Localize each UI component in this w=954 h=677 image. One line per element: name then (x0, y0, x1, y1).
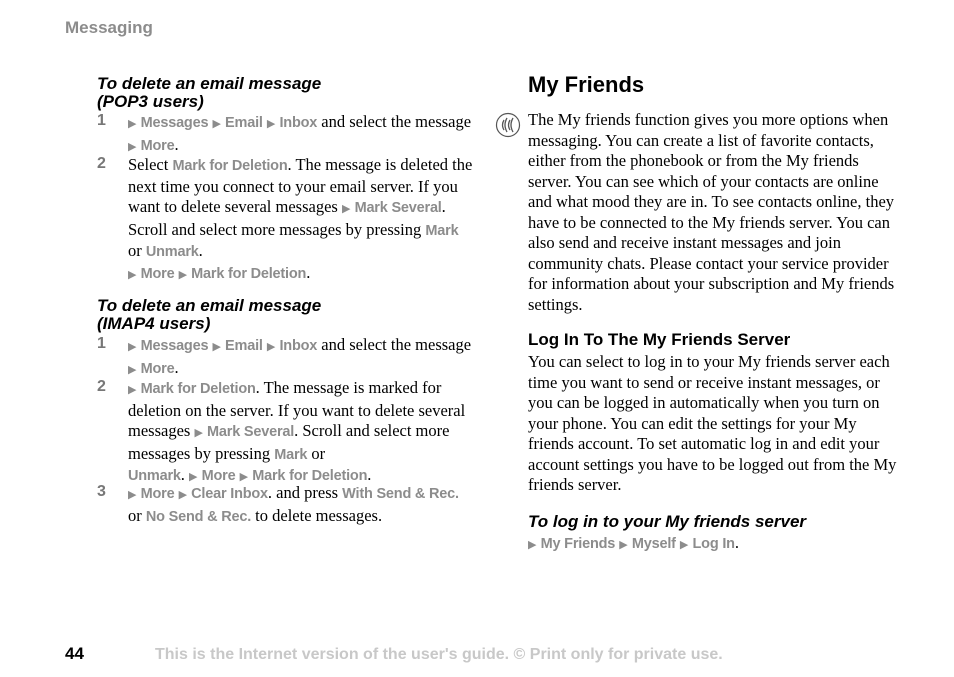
arrow-icon: ▶ (341, 202, 351, 215)
step-number: 1 (97, 335, 106, 352)
arrow-icon: ▶ (528, 538, 537, 551)
arrow-icon: ▶ (679, 538, 689, 551)
arrow-icon: ▶ (128, 383, 137, 396)
step-text-b: or (128, 505, 146, 525)
intro-paragraph: The My friends function gives you more options when messaging. You can create a list of favorite contacts, either from the phonebook or from the My friends server. You can see which of your contacts are online and what mood they are in. To see contacts online, they have to be connected to the My friends server. You can also send and receive instant messages and join community chats. Please contact your service provider for information about your subscription and My friends settings. (528, 110, 895, 314)
menu-inbox: Inbox (279, 338, 318, 354)
footer-note: This is the Internet version of the user's guide. © Print only for private use. (155, 646, 723, 663)
arrow-icon: ▶ (128, 139, 137, 153)
menu-messages: Messages (140, 338, 209, 354)
step-number: 1 (97, 112, 106, 129)
menu-clear-inbox: Clear Inbox (191, 486, 268, 502)
arrow-icon: ▶ (239, 470, 249, 483)
pop3-procedure-title (97, 75, 321, 111)
menu-mark: Mark (425, 222, 459, 239)
menu-mark-several: Mark Several (354, 200, 442, 216)
step-text (128, 483, 473, 527)
step-text-b: . (174, 357, 179, 377)
menu-mark-several: Mark Several (207, 424, 295, 440)
arrow-icon: ▶ (178, 488, 188, 501)
login-procedure-step (528, 533, 903, 556)
step-number: 3 (97, 483, 106, 500)
menu-log-in: Log In (692, 536, 735, 552)
menu-my-friends: My Friends (540, 536, 616, 552)
section-header: Messaging (65, 18, 153, 37)
step-text-c: to delete messages. (251, 505, 383, 525)
menu-mark: Mark (274, 446, 308, 463)
arrow-icon: ▶ (212, 340, 221, 353)
imap4-procedure-title (97, 297, 321, 333)
step-text-b: . Scroll and select more messages by pressing (128, 421, 450, 463)
menu-mark-for-deletion: Mark for Deletion (191, 265, 307, 282)
imap4-title-line1: To delete an email message (97, 296, 322, 315)
operator-signal-icon (495, 112, 521, 138)
step-text-b: . (174, 134, 179, 154)
step-text (128, 335, 473, 380)
menu-with-send-rec: With Send & Rec. (342, 486, 459, 502)
arrow-icon: ▶ (619, 538, 628, 551)
arrow-icon: ▶ (266, 340, 276, 353)
login-paragraph: You can select to log in to your My friends server each time you want to send or receive instant messages, or you can be logged in automatically when you turn on your phone. You can edit the settings for your My friends account. To set automatic log in and edit your account settings you have to be logged out from the My friends server. (528, 352, 897, 494)
arrow-icon: ▶ (128, 117, 137, 130)
arrow-icon: ▶ (194, 426, 203, 439)
step-text-a: and select the message (317, 112, 472, 131)
imap4-title-line2: (IMAP4 users) (97, 314, 211, 333)
menu-no-send-rec: No Send & Rec. (145, 508, 252, 525)
menu-email: Email (225, 338, 263, 354)
step-text-e: . (367, 465, 372, 484)
step-text-e: . (198, 241, 203, 260)
arrow-icon: ▶ (128, 267, 137, 281)
step-text-c: . Scroll and select more messages by pressing (128, 197, 446, 239)
menu-email: Email (225, 115, 263, 131)
step-text-a: . The message is marked for deletion on the server. If you want to delete several messages (128, 378, 466, 440)
step-text-a: and select the message (317, 335, 472, 354)
menu-mark-for-deletion: Mark for Deletion (252, 468, 368, 484)
menu-more: More (140, 137, 175, 154)
step-text-d: . (180, 465, 190, 484)
step-text-b: . The message is deleted the next time you connect to your email server. If you want to delete several messages (128, 155, 473, 216)
step-end: . (734, 533, 739, 552)
pop3-title-line2: (POP3 users) (97, 92, 204, 111)
menu-more: More (140, 265, 175, 282)
login-procedure-title: To log in to your My friends server (528, 512, 807, 531)
menu-unmark: Unmark (128, 468, 181, 484)
menu-myself: Myself (631, 536, 676, 552)
arrow-icon: ▶ (178, 267, 188, 281)
arrow-icon: ▶ (189, 470, 198, 483)
pop3-title-line1: To delete an email message (97, 74, 322, 93)
login-heading: Log In To The My Friends Server (528, 330, 791, 349)
step-text-d: or (128, 241, 146, 260)
menu-more: More (140, 486, 175, 502)
step-text-a: . and press (267, 483, 343, 502)
section-title: My Friends (528, 72, 645, 97)
step-text (128, 112, 473, 157)
step-number: 2 (97, 155, 106, 172)
menu-unmark: Unmark (145, 244, 199, 260)
step-text (128, 155, 473, 285)
arrow-icon: ▶ (128, 362, 137, 376)
step-text-f: . (306, 262, 311, 282)
arrow-icon: ▶ (212, 117, 221, 130)
step-text-a: Select (128, 155, 173, 174)
arrow-icon: ▶ (128, 340, 137, 353)
menu-more: More (140, 360, 175, 377)
menu-more: More (201, 468, 236, 484)
menu-inbox: Inbox (279, 115, 318, 131)
page-number: 44 (65, 644, 84, 663)
step-text (128, 378, 473, 488)
menu-messages: Messages (140, 115, 209, 131)
menu-mark-for-deletion: Mark for Deletion (140, 381, 256, 397)
menu-mark-for-deletion: Mark for Deletion (172, 158, 288, 174)
step-number: 2 (97, 378, 106, 395)
arrow-icon: ▶ (266, 117, 276, 130)
step-text-c: or (307, 443, 326, 463)
arrow-icon: ▶ (128, 488, 137, 501)
